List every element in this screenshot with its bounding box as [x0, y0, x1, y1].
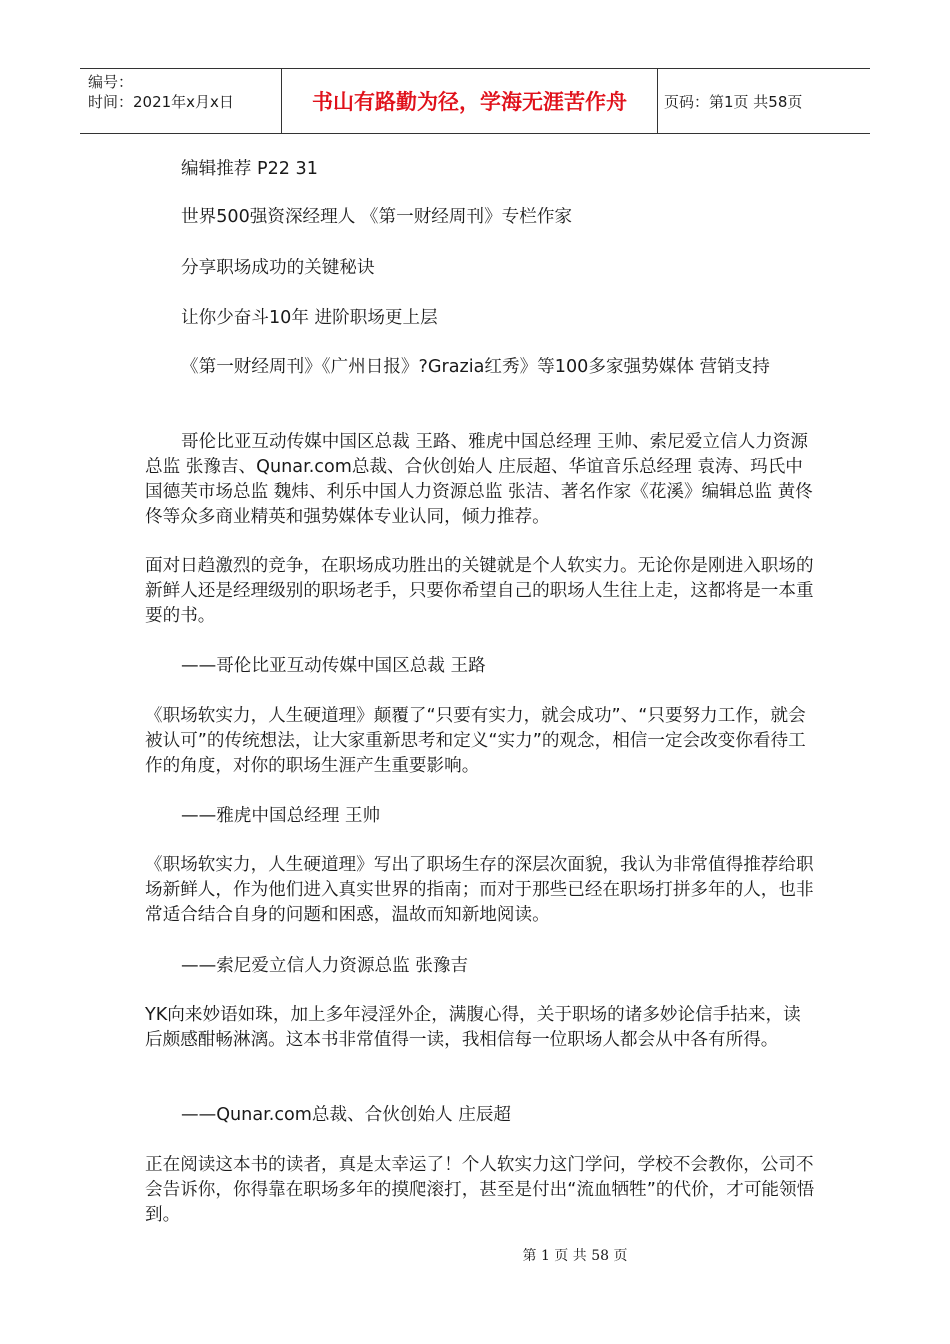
quote-2-attribution: ——雅虎中国总经理 王帅	[181, 806, 381, 826]
quote-4: YK向来妙语如珠，加上多年浸淫外企，满腹心得，关于职场的诸多妙论信手拈来，读后颇感酣畅淋漓。这本书非常值得一读，我相信每一位职场人都会从中各有所得。	[145, 1005, 801, 1050]
quote-3: 《职场软实力，人生硬道理》写出了职场生存的深层次面貌，我认为非常值得推荐给职场新鲜人，作为他们进入真实世界的指南；而对于那些已经在职场打拼多年的人，也非常适合结合自身的问题和困惑，温故而知新地阅读。	[145, 855, 814, 925]
page-header	[80, 68, 870, 134]
paragraph-media-support: 《第一财经周刊》《广州日报》?Grazia红秀》等100多家强势媒体 营销支持	[181, 357, 770, 377]
quote-4-attribution: ——Qunar.com总裁、合伙创始人 庄辰超	[181, 1105, 512, 1125]
number-label: 编号：	[88, 73, 134, 91]
paragraph-endorsers: 哥伦比亚互动传媒中国区总裁 王路、雅虎中国总经理 王帅、索尼爱立信人力资源总监 张豫吉、Qunar.com总裁、合伙创始人 庄辰超、华谊音乐总经理 袁涛、玛氏中国德芙市场总监 魏炜、利乐中国人力资源总监 张洁、著名作家《花溪》编辑总监 黄佟佟等众多商业精英和强势媒体专业认同，倾力推荐。	[145, 432, 813, 527]
header-page-info: 页码：第1页 共58页	[664, 92, 803, 111]
header-meta	[80, 69, 282, 133]
quote-2: 《职场软实力，人生硬道理》颠覆了“只要有实力，就会成功”、“只要努力工作，就会被认可”的传统想法，让大家重新思考和定义“实力”的观念，相信一定会改变你看待工作的角度，对你的职场生涯产生重要影响。	[145, 706, 806, 776]
footer-page-number: 第 1 页 共 58 页	[522, 1248, 628, 1264]
quote-5: 正在阅读这本书的读者，真是太幸运了！个人软实力这门学问，学校不会教你，公司不会告诉你，你得靠在职场多年的摸爬滚打，甚至是付出“流血牺牲”的代价，才可能领悟到。	[145, 1155, 815, 1225]
page-footer	[0, 1245, 950, 1265]
header-motto: 书山有路勤为径，学海无涯苦作舟	[282, 69, 658, 133]
paragraph-tagline: 让你少奋斗10年 进阶职场更上层	[181, 308, 438, 328]
paragraph-editor-recommendation: 编辑推荐 P22 31	[181, 159, 318, 179]
paragraph-key-secrets: 分享职场成功的关键秘诀	[181, 258, 375, 278]
paragraph-author-title: 世界500强资深经理人 《第一财经周刊》专栏作家	[181, 207, 573, 227]
time-label: 时间：2021年x月x日	[88, 93, 234, 111]
quote-3-attribution: ——索尼爱立信人力资源总监 张豫吉	[181, 956, 469, 976]
quote-1: 面对日趋激烈的竞争，在职场成功胜出的关键就是个人软实力。无论你是刚进入职场的新鲜人还是经理级别的职场老手，只要你希望自己的职场人生往上走，这都将是一本重要的书。	[145, 556, 814, 626]
quote-1-attribution: ——哥伦比亚互动传媒中国区总裁 王路	[181, 656, 486, 676]
